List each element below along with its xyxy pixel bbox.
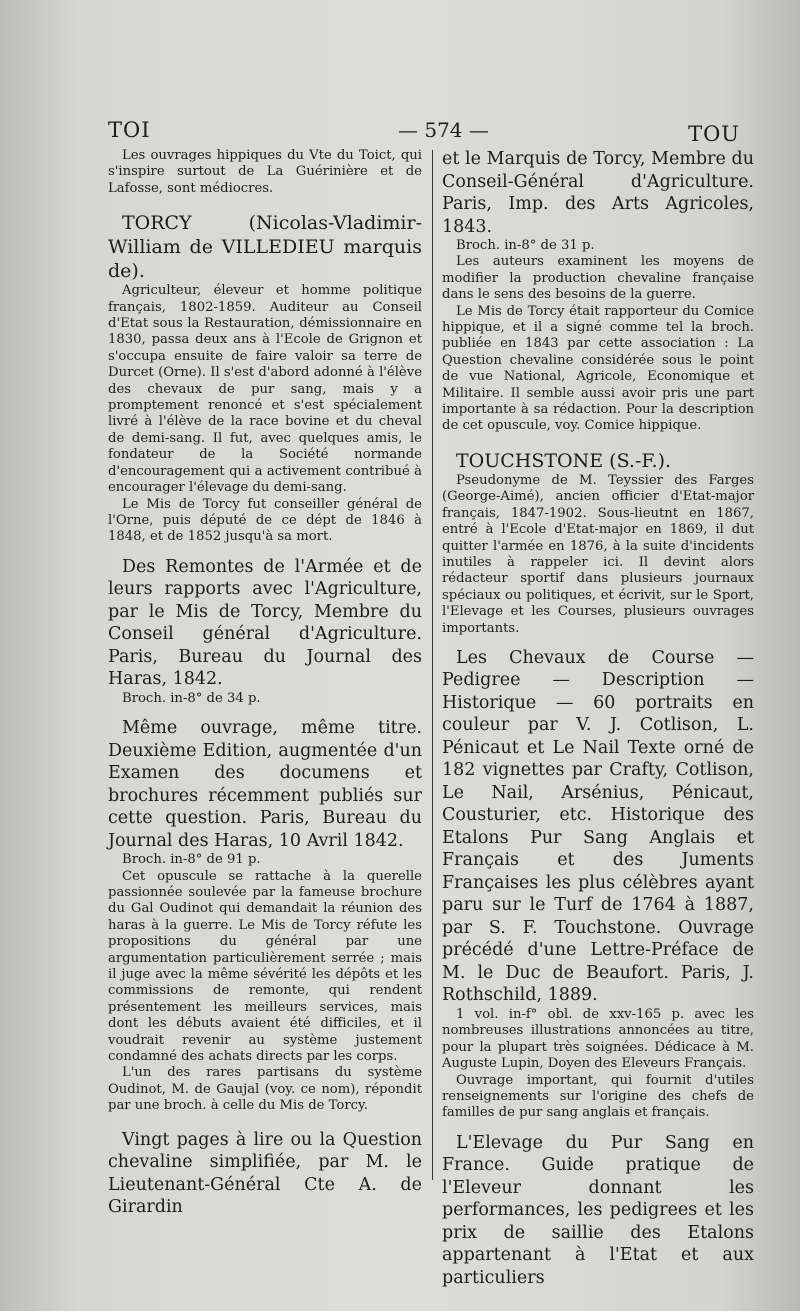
left-paragraph: Agriculteur, éleveur et homme politique français, 1802-1859. Auditeur au Conseil d'Etat sous la Restauration, démissionnaire en 1830, passa deux ans à l'Ecole de Grignon et s'occupa ensuite de faire valoir sa terre de Durcet (Orne). Il s'est d'abord adonné à l'élève des chevaux de pur sang, mais y a promptement renoncé et s'est spécialement livré à l'élève de la race bovine et du cheval de demi-sang. Il fut, avec quelques amis, le fondateur de la Société normande d'encouragement qui a activement contribué à encourager l'élevage du demi-sang. (108, 283, 422, 496)
left-paragraph: Broch. in-8° de 34 p. (122, 690, 261, 706)
left-paragraph: Vingt pages à lire ou la Question chevaline simplifiée, par M. le Lieutenant-Général Cte A. de Girardin (108, 1129, 422, 1218)
left-column (108, 148, 422, 1219)
right-paragraph: Ouvrage important, qui fournit d'utiles renseignements sur l'origine des chefs de familles de pur sang anglais et français. (442, 1072, 754, 1121)
left-paragraph: Cet opuscule se rattache à la querelle passionnée soulevée par la fameuse brochure du Gal Oudinot qui demandait la réunion des haras à la guerre. Le Mis de Torcy réfute les propositions du général par une argumentation particulièrement serrée ; mais il juge avec la même sévérité les dépôts et les commissions de remonte, qui rendent présentement les meilleurs services, mais dont les débuts avaient été difficiles, et il voudrait revenir au système justement condamné des achats directs par les corps. (108, 868, 422, 1064)
header-left-word: TOI (108, 118, 151, 142)
running-header (108, 118, 740, 148)
left-paragraph: Broch. in-8° de 91 p. (122, 852, 261, 868)
left-paragraph: Les ouvrages hippiques du Vte du Toict, qui s'inspire surtout de La Guérinière et de Lafosse, sont médiocres. (108, 148, 422, 196)
right-paragraph: Broch. in-8° de 31 p. (456, 238, 595, 253)
left-paragraph: Le Mis de Torcy fut conseiller général de l'Orne, puis député de ce dépt de 1846 à 1848, et de 1852 jusqu'à sa mort. (108, 496, 422, 545)
right-paragraph: Pseudonyme de M. Teyssier des Farges (George-Aimé), ancien officier d'Etat-major français, 1847-1902. Sous-lieutnt en 1867, entré à l'Ecole d'Etat-major en 1869, il dut quitter l'armée en 1876, à la suite d'incidents inutiles à rappeler ici. Il devint alors rédacteur sportif dans plusieurs journaux spéciaux ou politiques, et écrivit, sur le Sport, l'Elevage et les Courses, plusieurs ouvrages importants. (442, 472, 754, 636)
header-right-word: TOU (688, 122, 740, 146)
left-paragraph: Des Remontes de l'Armée et de leurs rapports avec l'Agriculture, par le Mis de Torcy, Membre du Conseil général d'Agriculture. Paris, Bureau du Journal des Haras, 1842. (108, 556, 422, 690)
right-paragraph: 1 vol. in-f° obl. de xxv-165 p. avec les nombreuses illustrations annoncées au titre, pour la plupart très soignées. Dédicace à M. Auguste Lupin, Doyen des Eleveurs Français. (442, 1006, 754, 1072)
right-paragraph: TOUCHSTONE (S.-F.). (456, 449, 672, 472)
column-divider (432, 150, 433, 1180)
right-paragraph: Les auteurs examinent les moyens de modifier la production chevaline française dans le sens des besoins de la guerre. (442, 254, 754, 303)
page-number: — 574 — (398, 118, 489, 142)
left-paragraph: Même ouvrage, même titre. Deuxième Edition, augmentée d'un Examen des documens et brochures récemment publiés sur cette question. Paris, Bureau du Journal des Haras, 10 Avril 1842. (108, 718, 422, 851)
right-paragraph: et le Marquis de Torcy, Membre du Conseil-Général d'Agriculture. Paris, Imp. des Arts Agricoles, 1843. (442, 149, 754, 237)
left-paragraph: TORCY (Nicolas-Vladimir-William de VILLEDIEU marquis de). (108, 212, 422, 283)
right-column (442, 148, 754, 1289)
right-paragraph: Le Mis de Torcy était rapporteur du Comice hippique, et il a signé comme tel la broch. publiée en 1843 par cette association : La Question chevaline considérée sous le point de vue National, Agricole, Economique et Militaire. Il semble aussi avoir pris une part importante à sa rédaction. Pour la description de cet opuscule, voy. Comice hippique. (442, 303, 754, 434)
right-paragraph: Les Chevaux de Course — Pedigree — Description — Historique — 60 portraits en couleur par V. J. Cotlison, L. Pénicaut et Le Nail Texte orné de 182 vignettes par Crafty, Cotlison, Le Nail, Arsénius, Pénicaut, Cousturier, etc. Historique des Etalons Pur Sang Anglais et Français et des Juments Françaises les plus célèbres ayant paru sur le Turf de 1764 à 1887, par S. F. Touchstone. Ouvrage précédé d'une Lettre-Préface de M. le Duc de Beaufort. Paris, J. Rothschild, 1889. (442, 647, 754, 1006)
right-paragraph: L'Elevage du Pur Sang en France. Guide pratique de l'Eleveur donnant les performances, les pedigrees et les prix de saillie des Etalons appartenant à l'Etat et aux particuliers (442, 1132, 754, 1288)
left-paragraph: L'un des rares partisans du système Oudinot, M. de Gaujal (voy. ce nom), répondit par une broch. à celle du Mis de Torcy. (108, 1065, 422, 1114)
